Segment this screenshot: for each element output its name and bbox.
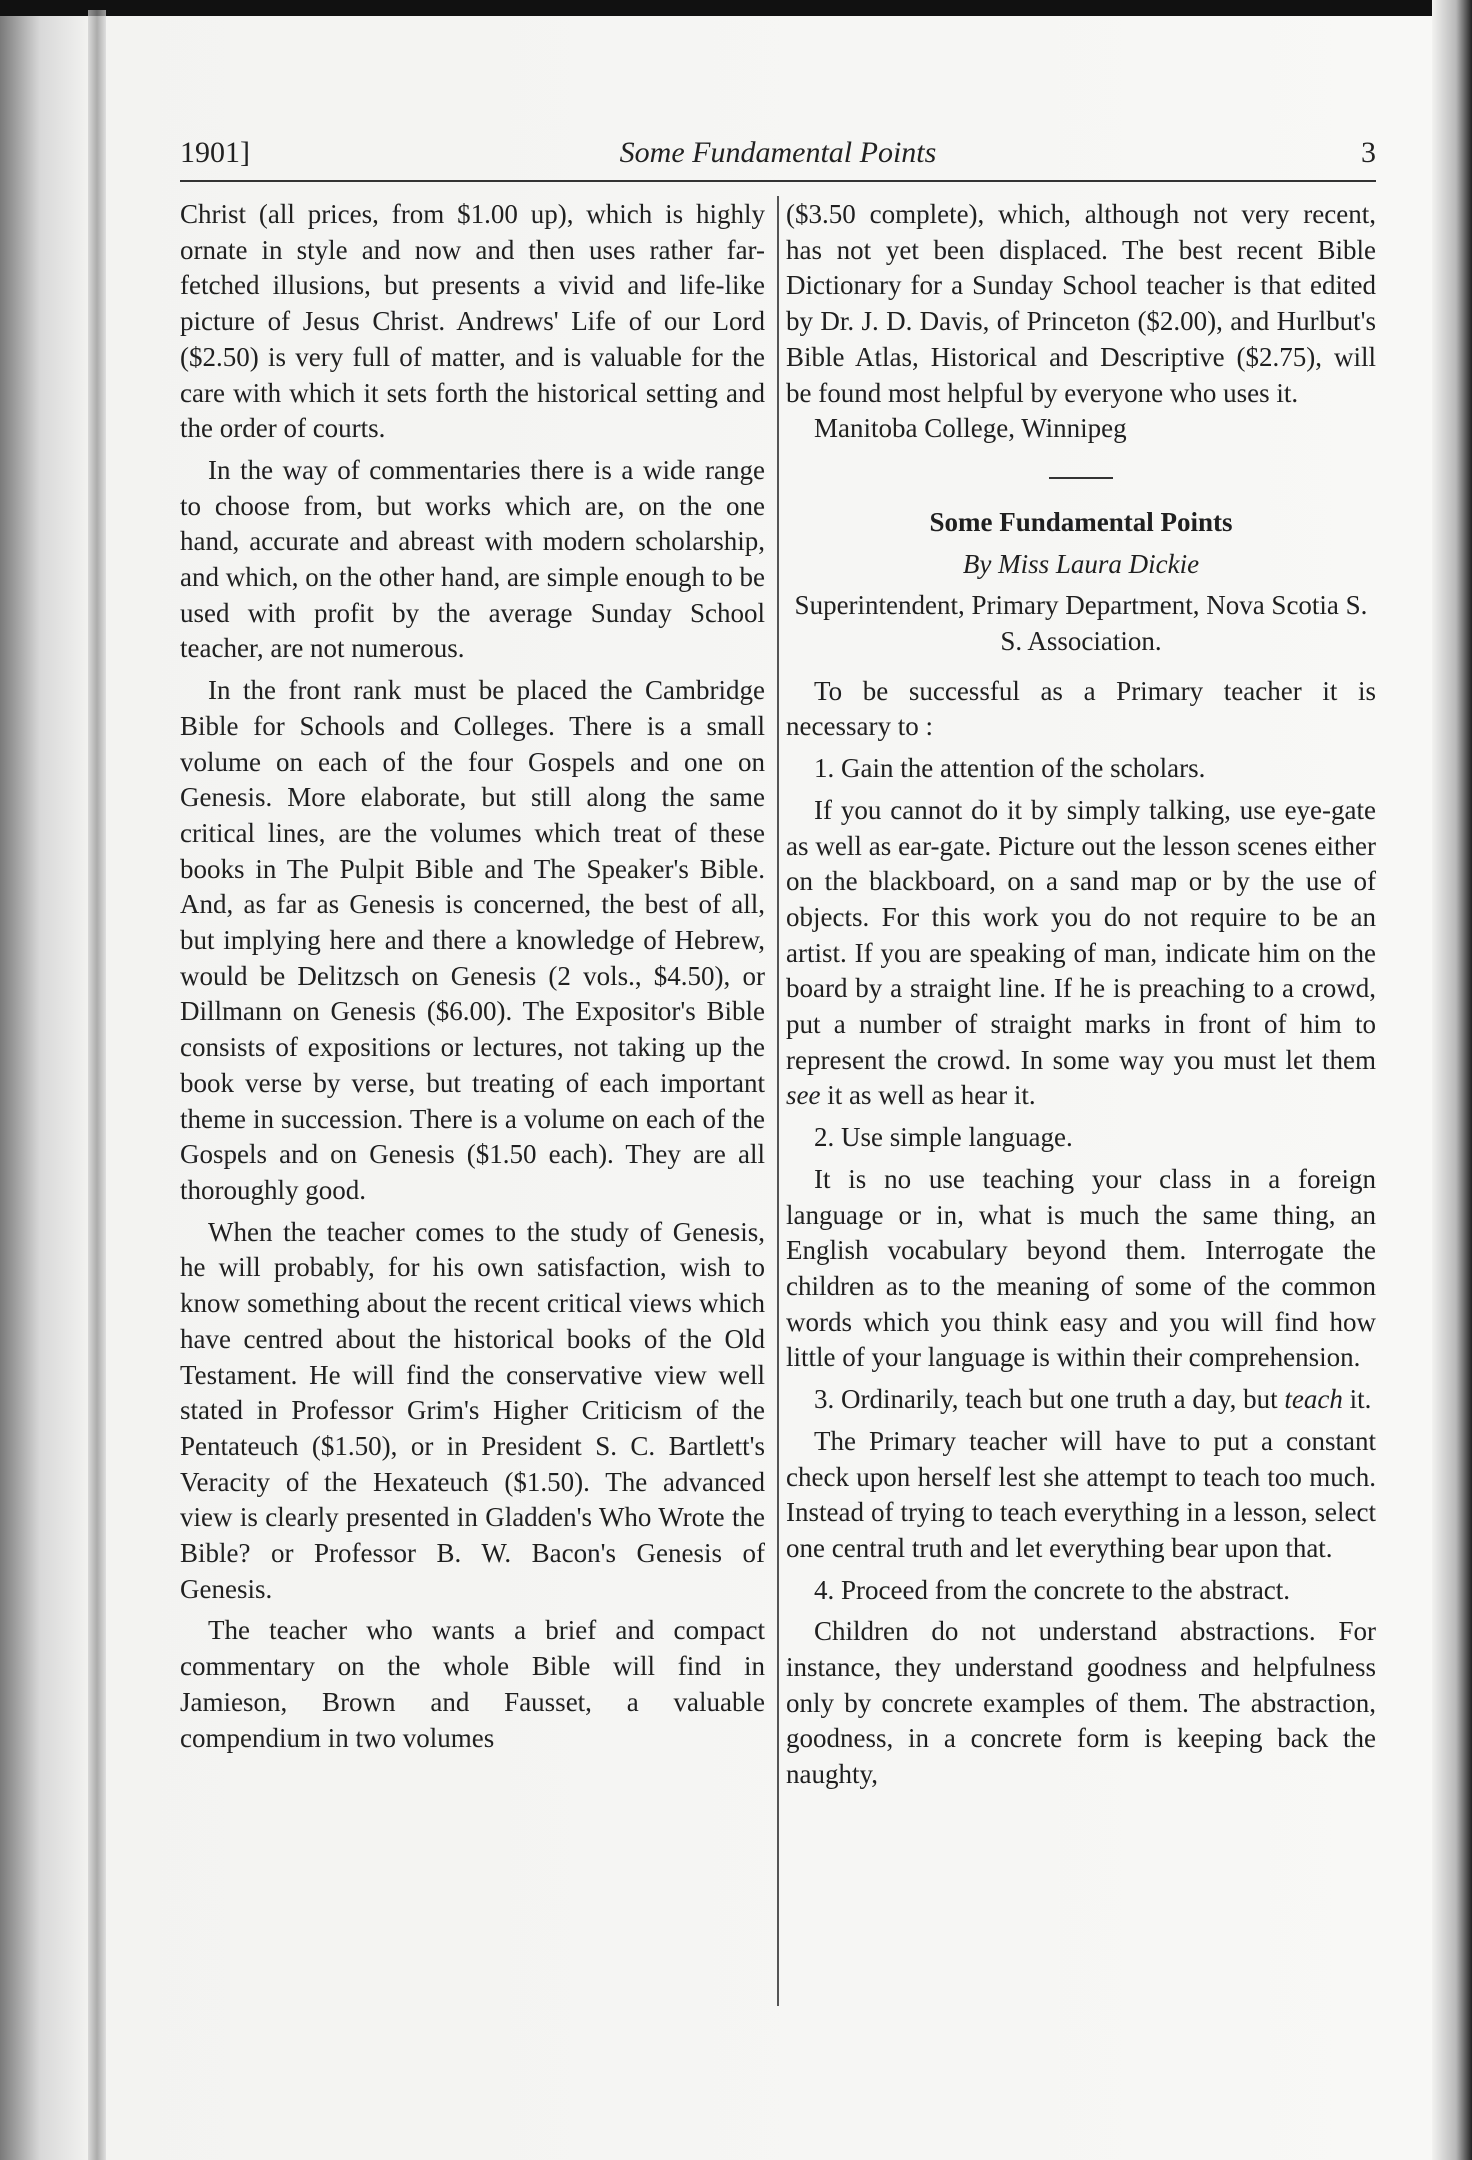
text-run: If you cannot do it by simply talking, use eye-gate as well as ear-gate. Picture out the lesson scenes either on the blackboard, on a sand map or by the use of objects. For this work you do not require to be an artist. If you are speaking of man, indicate him on the board by a straight line. If he is preaching to a crowd, put a number of straight marks in front of him to represent the crowd. In some way you must let them <box>786 794 1376 1075</box>
header-rule <box>180 180 1376 182</box>
section-divider <box>1049 477 1113 479</box>
signature: Manitoba College, Winnipeg <box>814 413 1127 444</box>
right-column <box>786 197 1376 1793</box>
emphasis: see <box>786 1080 821 1111</box>
text-run: it. <box>1342 1384 1372 1415</box>
page-binding-shadow <box>88 10 106 2160</box>
text-run: it as well as hear it. <box>820 1080 1036 1111</box>
paragraph: The Primary teacher will have to put a constant check upon herself lest she attempt to teach too much. Instead of trying to teach everything in a lesson, select one central truth and let everything bear upon that. <box>786 1425 1376 1563</box>
running-header <box>180 136 1376 176</box>
paragraph: Christ (all prices, from $1.00 up), which is highly ornate in style and now and then uses rather far-fetched illusions, but presents a vivid and life-like picture of Jesus Christ. Andrews' Life of our Lord ($2.50) is very full of matter, and is valuable for the care with which it sets forth the historical setting and the order of courts. <box>180 199 765 444</box>
column-divider <box>777 196 779 2006</box>
running-title: Some Fundamental Points <box>619 136 937 169</box>
left-column <box>180 197 765 1756</box>
paragraph: In the way of commentaries there is a wide range to choose from, but works which are, on the one hand, accurate and abreast with modern scholarship, and which, on the other hand, are simple enough to be used with profit by the average Sunday School teacher, are not numerous. <box>180 454 765 664</box>
scan-top-border <box>0 0 1472 16</box>
author-affiliation: Superintendent, Primary Department, Nova Scotia S. S. Association. <box>794 590 1368 657</box>
article-title: Some Fundamental Points <box>929 506 1233 537</box>
paragraph <box>786 793 1376 1114</box>
point-heading: 2. Use simple language. <box>814 1122 1073 1153</box>
paragraph: To be successful as a Primary teacher it is necessary to : <box>786 675 1376 742</box>
page-date: 1901] <box>180 136 250 169</box>
point-heading: 4. Proceed from the concrete to the abstract. <box>814 1574 1291 1605</box>
text-run: 3. Ordinarily, teach but one truth a day, but <box>814 1384 1285 1415</box>
paragraph: It is no use teaching your class in a foreign language or in, what is much the same thing, an English vocabulary beyond them. Interrogate the children as to the meaning of some of the common words which you think easy and you will find how little of your language is within their comprehension. <box>786 1163 1376 1373</box>
paragraph: When the teacher comes to the study of Genesis, he will probably, for his own satisfaction, wish to know something about the recent critical views which have centred about the historical books of the Old Testament. He will find the conservative view well stated in Professor Grim's Higher Criticism of the Pentateuch ($1.50), or in President S. C. Bartlett's Veracity of the Hexateuch ($1.50). The advanced view is clearly presented in Gladden's Who Wrote the Bible? or Professor B. W. Bacon's Genesis of Genesis. <box>180 1216 765 1604</box>
scan-right-edge <box>1432 0 1472 2160</box>
paragraph: Children do not understand abstractions. For instance, they understand goodness and helpfulness only by concrete examples of them. The abstraction, goodness, in a concrete form is keeping back the naughty, <box>786 1616 1376 1790</box>
point-heading: 1. Gain the attention of the scholars. <box>814 753 1206 784</box>
paragraph: The teacher who wants a brief and compact commentary on the whole Bible will find in Jamieson, Brown and Fausset, a valuable compendium in two volumes <box>180 1615 765 1753</box>
page-number: 3 <box>1361 136 1376 169</box>
paragraph: In the front rank must be placed the Cambridge Bible for Schools and Colleges. There is a small volume on each of the four Gospels and one on Genesis. More elaborate, but still along the same critical lines, are the volumes which treat of these books in The Pulpit Bible and The Speaker's Bible. And, as far as Genesis is concerned, the best of all, but implying here and there a knowledge of Hebrew, would be Delitzsch on Genesis (2 vols., $4.50), or Dillmann on Genesis ($6.00). The Expositor's Bible consists of expositions or lectures, not taking up the book verse by verse, but treating of each important theme in succession. There is a volume on each of the Gospels and on Genesis ($1.50 each). They are all thoroughly good. <box>180 675 765 1205</box>
paragraph: ($3.50 complete), which, although not very recent, has not yet been displaced. The best recent Bible Dictionary for a Sunday School teacher is that edited by Dr. J. D. Davis, of Princeton ($2.00), and Hurlbut's Bible Atlas, Historical and Descriptive ($2.75), will be found most helpful by everyone who uses it. <box>786 199 1376 408</box>
byline: By Miss Laura Dickie <box>962 548 1200 579</box>
point-heading <box>786 1382 1376 1418</box>
emphasis: teach <box>1284 1384 1343 1415</box>
